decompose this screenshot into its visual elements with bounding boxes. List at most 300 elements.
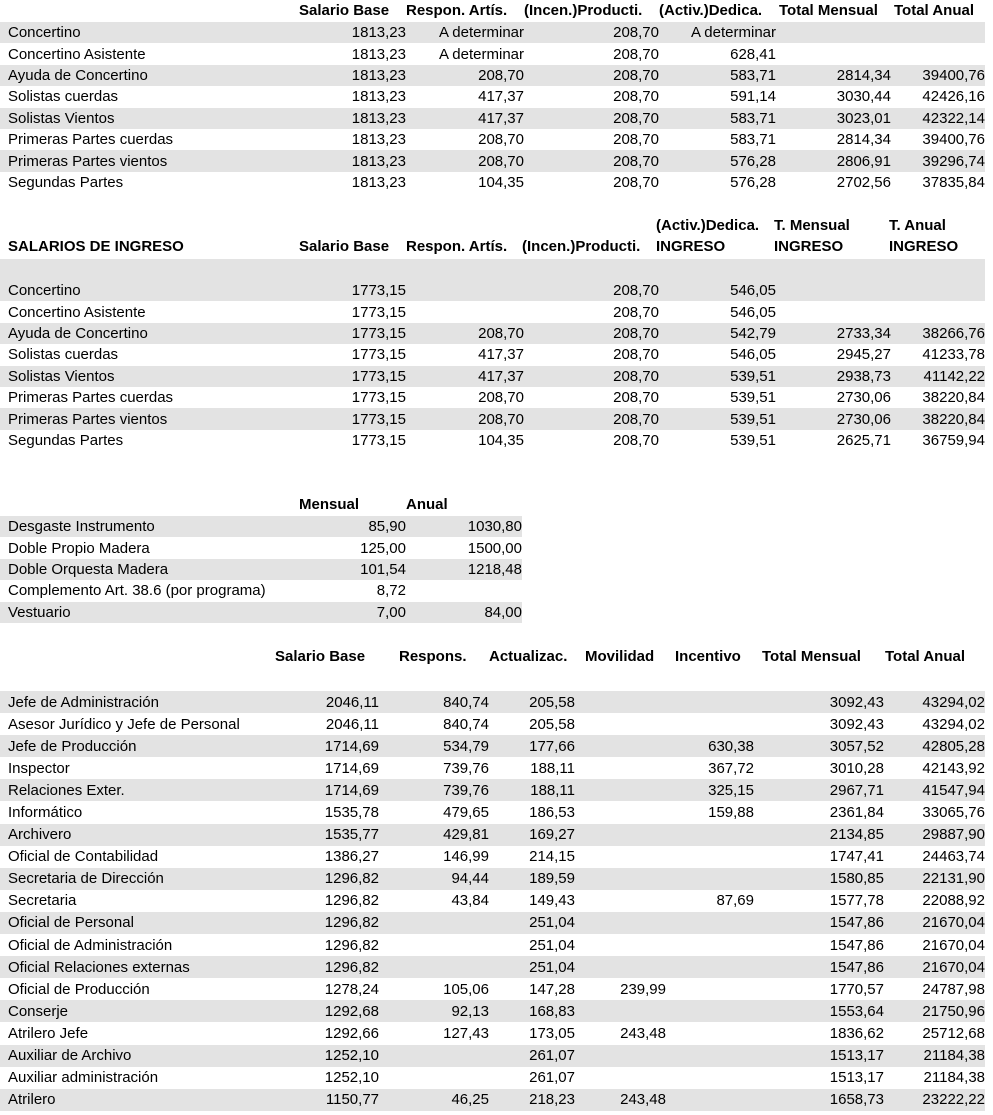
row-label: Doble Orquesta Madera: [0, 559, 292, 580]
cell-value: 534,79: [379, 735, 489, 757]
cell-value: 41142,22: [891, 366, 985, 387]
cell-value: 2945,27: [836, 346, 891, 364]
row-label: Jefe de Administración: [0, 691, 250, 713]
cell-value: 37835,84: [922, 173, 985, 191]
table-row: [0, 1045, 985, 1067]
cell-value: [379, 956, 489, 978]
cell-value: 208,70: [406, 323, 524, 344]
cell-value: 1513,17: [829, 1069, 884, 1087]
cell-value: 417,37: [406, 366, 524, 387]
cell-value: 168,83: [489, 1000, 575, 1022]
cell-value: [891, 280, 985, 301]
cell-value: [776, 22, 891, 43]
cell-value: 208,70: [478, 131, 524, 149]
cell-value: 1547,86: [829, 936, 884, 954]
cell-value: 42322,14: [891, 108, 985, 129]
cell-value: 1658,73: [754, 1089, 884, 1111]
cell-value: [575, 691, 666, 713]
table-row: [0, 280, 985, 301]
cell-value: 46,25: [379, 1089, 489, 1111]
header-cell: INGRESO: [774, 238, 844, 255]
cell-value: 208,70: [524, 280, 659, 301]
table-row: [0, 868, 985, 890]
cell-value: 205,58: [529, 715, 575, 733]
cell-value: 2046,11: [325, 715, 379, 733]
cell-value: 1513,17: [754, 1045, 884, 1067]
table-row: [0, 129, 985, 150]
cell-value: 2967,71: [754, 779, 884, 801]
table-row: [0, 1067, 985, 1089]
table-row: [0, 912, 985, 934]
table-row: [0, 934, 985, 956]
cell-value: [575, 846, 666, 868]
cell-value: 479,65: [443, 804, 489, 822]
cell-value: 1813,23: [292, 65, 406, 86]
header-cell: INGRESO: [889, 238, 959, 255]
cell-value: 1773,15: [292, 280, 406, 301]
table-row: [0, 323, 985, 344]
header-cell: T. Mensual: [774, 217, 850, 234]
cell-value: 1292,68: [250, 1000, 379, 1022]
cell-value: [666, 691, 754, 713]
cell-value: 25712,68: [922, 1024, 985, 1042]
cell-value: [666, 1045, 754, 1067]
table-row: [0, 779, 985, 801]
cell-value: 169,27: [489, 824, 575, 846]
cell-value: 1150,77: [250, 1089, 379, 1111]
cell-value: 1535,77: [250, 824, 379, 846]
cell-value: 1770,57: [829, 980, 884, 998]
cell-value: 546,05: [659, 280, 776, 301]
cell-value: 189,59: [489, 868, 575, 890]
row-label: Relaciones Exter.: [0, 779, 250, 801]
cell-value: [575, 1067, 666, 1089]
header-cell: Respon. Artís.: [406, 2, 508, 19]
table-header-row: [0, 0, 985, 22]
row-label: Segundas Partes: [8, 173, 124, 191]
row-label: Conserje: [0, 1000, 250, 1022]
cell-value: [406, 580, 522, 601]
table-row: [0, 537, 522, 558]
cell-value: 2046,11: [250, 691, 379, 713]
cell-value: 583,71: [659, 65, 776, 86]
cell-value: 1813,23: [351, 131, 406, 149]
cell-value: 261,07: [489, 1045, 575, 1067]
cell-value: 104,35: [478, 431, 524, 449]
cell-value: 1500,00: [467, 539, 522, 557]
table-row: [0, 344, 985, 365]
cell-value: 208,70: [524, 323, 659, 344]
cell-value: 1218,48: [406, 559, 522, 580]
cell-value: 41233,78: [922, 346, 985, 364]
cell-value: 1813,23: [351, 88, 406, 106]
cell-value: [575, 824, 666, 846]
cell-value: 21670,04: [884, 912, 985, 934]
cell-value: 630,38: [666, 735, 754, 757]
cell-value: 1296,82: [250, 912, 379, 934]
cell-value: 1747,41: [829, 848, 884, 866]
cell-value: 1773,15: [351, 389, 406, 407]
cell-value: 251,04: [529, 936, 575, 954]
table-row: [0, 956, 985, 978]
row-label: Primeras Partes cuerdas: [8, 131, 174, 149]
table-row: [0, 757, 985, 779]
row-label: Auxiliar administración: [8, 1069, 159, 1087]
row-label: Primeras Partes vientos: [0, 408, 292, 429]
header-cell: Incentivo: [675, 648, 741, 665]
cell-value: 208,70: [406, 65, 524, 86]
cell-value: 87,69: [716, 892, 754, 910]
cell-value: 739,76: [379, 779, 489, 801]
row-label: Oficial de Contabilidad: [8, 848, 159, 866]
cell-value: [666, 1000, 754, 1022]
cell-value: [575, 757, 666, 779]
cell-value: 739,76: [443, 759, 489, 777]
cell-value: 1813,23: [292, 108, 406, 129]
cell-value: [776, 280, 891, 301]
cell-value: 43294,02: [922, 715, 985, 733]
cell-value: 1278,24: [324, 980, 379, 998]
cell-value: 1252,10: [250, 1045, 379, 1067]
cell-value: 1296,82: [250, 956, 379, 978]
table-header-row: [0, 648, 993, 670]
cell-value: 41547,94: [884, 779, 985, 801]
cell-value: [379, 912, 489, 934]
cell-value: 1292,66: [324, 1024, 379, 1042]
cell-value: 22088,92: [922, 892, 985, 910]
cell-value: 218,23: [489, 1089, 575, 1111]
header-cell: Salario Base: [275, 648, 366, 665]
header-cell: (Activ.)Dedica.: [656, 217, 760, 234]
cell-value: 214,15: [529, 848, 575, 866]
header-cell: INGRESO: [656, 238, 726, 255]
cell-value: 208,70: [613, 346, 659, 364]
header-cell: Salario Base: [299, 2, 390, 19]
cell-value: 188,11: [530, 759, 575, 777]
cell-value: 43294,02: [884, 691, 985, 713]
cell-value: 146,99: [443, 848, 489, 866]
cell-value: 24463,74: [922, 848, 985, 866]
cell-value: 583,71: [659, 108, 776, 129]
cell-value: 1553,64: [754, 1000, 884, 1022]
cell-value: 105,06: [443, 980, 489, 998]
cell-value: [666, 934, 754, 956]
row-label: Oficial de Administración: [8, 936, 173, 954]
cell-value: 1813,23: [292, 150, 406, 171]
cell-value: 576,28: [730, 173, 776, 191]
row-label: Inspector: [8, 759, 70, 777]
header-cell: (Incen.)Producti.: [524, 2, 643, 19]
cell-value: 208,70: [613, 88, 659, 106]
cell-value: [666, 956, 754, 978]
cell-value: [891, 43, 985, 64]
cell-value: 591,14: [730, 88, 776, 106]
cell-value: 1296,82: [324, 892, 379, 910]
cell-value: 85,90: [292, 516, 406, 537]
table-row: [0, 580, 522, 601]
cell-value: 208,70: [524, 65, 659, 86]
cell-value: 29887,90: [884, 824, 985, 846]
row-label: Atrilero: [0, 1089, 250, 1111]
header-cell: [0, 0, 292, 22]
cell-value: 2814,34: [836, 131, 891, 149]
cell-value: 251,04: [489, 956, 575, 978]
cell-value: 208,70: [613, 303, 659, 321]
cell-value: 3030,44: [836, 88, 891, 106]
cell-value: 1714,69: [324, 759, 379, 777]
cell-value: 243,48: [620, 1024, 666, 1042]
table-row: [0, 516, 522, 537]
cell-value: A determinar: [659, 22, 776, 43]
cell-value: 7,00: [292, 602, 406, 623]
cell-value: 1714,69: [250, 735, 379, 757]
cell-value: 22131,90: [884, 868, 985, 890]
cell-value: 3092,43: [829, 715, 884, 733]
row-label: Doble Propio Madera: [8, 539, 150, 557]
cell-value: 42805,28: [884, 735, 985, 757]
cell-value: [575, 956, 666, 978]
cell-value: 104,35: [478, 173, 524, 191]
cell-value: 1547,86: [754, 912, 884, 934]
cell-value: 1813,23: [351, 173, 406, 191]
cell-value: 261,07: [529, 1069, 575, 1087]
header-cell: T. Anual: [889, 217, 946, 234]
table-row: [0, 22, 985, 43]
table-title: SALARIOS DE INGRESO: [8, 238, 184, 255]
cell-value: 1252,10: [324, 1069, 379, 1087]
table-row: [0, 108, 985, 129]
cell-value: 208,70: [524, 108, 659, 129]
cell-value: 2134,85: [754, 824, 884, 846]
cell-value: 539,51: [659, 408, 776, 429]
cell-value: [575, 1000, 666, 1022]
cell-value: 429,81: [379, 824, 489, 846]
table-row: [0, 824, 985, 846]
cell-value: 576,28: [659, 150, 776, 171]
table-row: [0, 366, 985, 387]
cell-value: 1773,15: [351, 303, 406, 321]
cell-value: [666, 713, 754, 735]
cell-value: 101,54: [292, 559, 406, 580]
header-cell: Total Mensual: [762, 648, 861, 665]
cell-value: 1030,80: [406, 516, 522, 537]
table-row: [0, 43, 985, 64]
cell-value: 208,70: [613, 131, 659, 149]
row-label: Vestuario: [0, 602, 292, 623]
cell-value: 21184,38: [884, 1045, 985, 1067]
cell-value: [666, 912, 754, 934]
cell-value: [666, 824, 754, 846]
cell-value: [575, 735, 666, 757]
cell-value: 546,05: [730, 303, 776, 321]
cell-value: 840,74: [443, 715, 489, 733]
spacer-row: [0, 259, 985, 280]
cell-value: 24787,98: [922, 980, 985, 998]
cell-value: 251,04: [489, 912, 575, 934]
cell-value: 417,37: [478, 88, 524, 106]
row-label: Atrilero Jefe: [8, 1024, 89, 1042]
cell-value: 208,70: [613, 389, 659, 407]
cell-value: 33065,76: [922, 804, 985, 822]
header-cell: (Incen.)Producti.: [522, 238, 641, 255]
cell-value: [575, 779, 666, 801]
row-label: Secretaria: [8, 892, 77, 910]
cell-value: [406, 280, 524, 301]
cell-value: 42143,92: [922, 759, 985, 777]
cell-value: 1535,78: [324, 804, 379, 822]
cell-value: 21750,96: [884, 1000, 985, 1022]
cell-value: 2730,06: [836, 389, 891, 407]
row-label: Segundas Partes: [8, 431, 124, 449]
cell-value: 43,84: [451, 892, 489, 910]
row-label: Concertino: [0, 280, 292, 301]
cell-value: 127,43: [443, 1024, 489, 1042]
row-label: Solistas Vientos: [0, 366, 292, 387]
table-row: [0, 602, 522, 623]
row-label: Secretaria de Dirección: [0, 868, 250, 890]
cell-value: 21670,04: [884, 956, 985, 978]
cell-value: 1296,82: [250, 868, 379, 890]
cell-value: 39296,74: [891, 150, 985, 171]
row-label: Solistas cuerdas: [8, 346, 119, 364]
salary-table-main: [0, 0, 985, 193]
cell-value: [575, 890, 666, 912]
table-row: [0, 978, 985, 1000]
cell-value: [575, 713, 666, 735]
cell-value: 2702,56: [836, 173, 891, 191]
cell-value: [575, 1045, 666, 1067]
cell-value: [379, 1045, 489, 1067]
cell-value: [776, 301, 891, 322]
cell-value: 2733,34: [776, 323, 891, 344]
cell-value: 38266,76: [891, 323, 985, 344]
header-cell: Movilidad: [585, 648, 655, 665]
row-label: Complemento Art. 38.6 (por programa): [8, 582, 266, 600]
cell-value: 94,44: [379, 868, 489, 890]
cell-value: 1773,15: [292, 323, 406, 344]
cell-value: [776, 43, 891, 64]
cell-value: 325,15: [666, 779, 754, 801]
cell-value: 208,70: [406, 150, 524, 171]
cell-value: 243,48: [575, 1089, 666, 1111]
cell-value: [666, 1067, 754, 1089]
row-label: Concertino: [0, 22, 292, 43]
header-cell: Total Mensual: [779, 2, 878, 19]
cell-value: 3023,01: [776, 108, 891, 129]
header-cell: Actualizac.: [489, 648, 568, 665]
salary-table-entry: [0, 259, 985, 451]
cell-value: 539,51: [730, 431, 776, 449]
cell-value: 1714,69: [250, 779, 379, 801]
table-row: [0, 430, 985, 451]
cell-value: 92,13: [379, 1000, 489, 1022]
cell-value: [891, 301, 985, 322]
cell-value: [666, 846, 754, 868]
cell-value: 38220,84: [922, 389, 985, 407]
cell-value: 208,70: [524, 150, 659, 171]
row-label: Ayuda de Concertino: [0, 323, 292, 344]
cell-value: [666, 1089, 754, 1111]
row-label: Primeras Partes vientos: [0, 150, 292, 171]
cell-value: 205,58: [489, 691, 575, 713]
cell-value: 173,05: [529, 1024, 575, 1042]
cell-value: [379, 1067, 489, 1089]
cell-value: 186,53: [529, 804, 575, 822]
row-label: Ayuda de Concertino: [0, 65, 292, 86]
cell-value: A determinar: [438, 45, 524, 63]
cell-value: 1386,27: [324, 848, 379, 866]
row-label: Archivero: [0, 824, 250, 846]
cell-value: 3092,43: [754, 691, 884, 713]
cell-value: 3057,52: [754, 735, 884, 757]
table-row: [0, 735, 985, 757]
header-cell: Respons.: [399, 648, 467, 665]
cell-value: 208,70: [478, 389, 524, 407]
cell-value: 2814,34: [776, 65, 891, 86]
cell-value: 208,70: [613, 45, 659, 63]
header-cell: (Activ.)Dedica.: [659, 2, 763, 19]
cell-value: 208,70: [524, 366, 659, 387]
table-row: [0, 387, 985, 408]
table-row: [0, 801, 985, 823]
cell-value: 84,00: [406, 602, 522, 623]
table-row: [0, 1022, 985, 1044]
row-label: Informático: [8, 804, 83, 822]
row-label: Concertino Asistente: [8, 45, 146, 63]
cell-value: [406, 301, 524, 322]
table-row: [0, 86, 985, 107]
cell-value: 38220,84: [891, 408, 985, 429]
row-label: Asesor Jurídico y Jefe de Personal: [8, 715, 240, 733]
cell-value: 417,37: [406, 108, 524, 129]
cell-value: 1773,15: [292, 366, 406, 387]
cell-value: 2938,73: [776, 366, 891, 387]
cell-value: 1547,86: [754, 956, 884, 978]
cell-value: 1773,15: [351, 431, 406, 449]
cell-value: 208,70: [524, 408, 659, 429]
cell-value: 125,00: [360, 539, 406, 557]
cell-value: 208,70: [613, 173, 659, 191]
cell-value: 8,72: [376, 582, 406, 600]
cell-value: 3010,28: [829, 759, 884, 777]
cell-value: 23222,22: [884, 1089, 985, 1111]
cell-value: 546,05: [730, 346, 776, 364]
cell-value: 177,66: [489, 735, 575, 757]
row-label: Oficial de Personal: [0, 912, 250, 934]
cell-value: 208,70: [524, 22, 659, 43]
cell-value: 208,70: [613, 431, 659, 449]
cell-value: 42426,16: [922, 88, 985, 106]
row-label: Oficial de Producción: [8, 980, 150, 998]
cell-value: 239,99: [620, 980, 666, 998]
cell-value: A determinar: [406, 22, 524, 43]
cell-value: 1773,15: [351, 346, 406, 364]
row-label: Primeras Partes cuerdas: [8, 389, 174, 407]
cell-value: 1296,82: [324, 936, 379, 954]
cell-value: [575, 801, 666, 823]
row-label: Solistas cuerdas: [8, 88, 119, 106]
cell-value: [891, 22, 985, 43]
table-row: [0, 301, 985, 322]
cell-value: 417,37: [478, 346, 524, 364]
cell-value: [575, 912, 666, 934]
header-cell: Salario Base: [299, 238, 390, 255]
table-row: [0, 1000, 985, 1022]
cell-value: 539,51: [730, 389, 776, 407]
cell-value: [666, 868, 754, 890]
cell-value: [575, 868, 666, 890]
cell-value: 39400,76: [922, 131, 985, 149]
